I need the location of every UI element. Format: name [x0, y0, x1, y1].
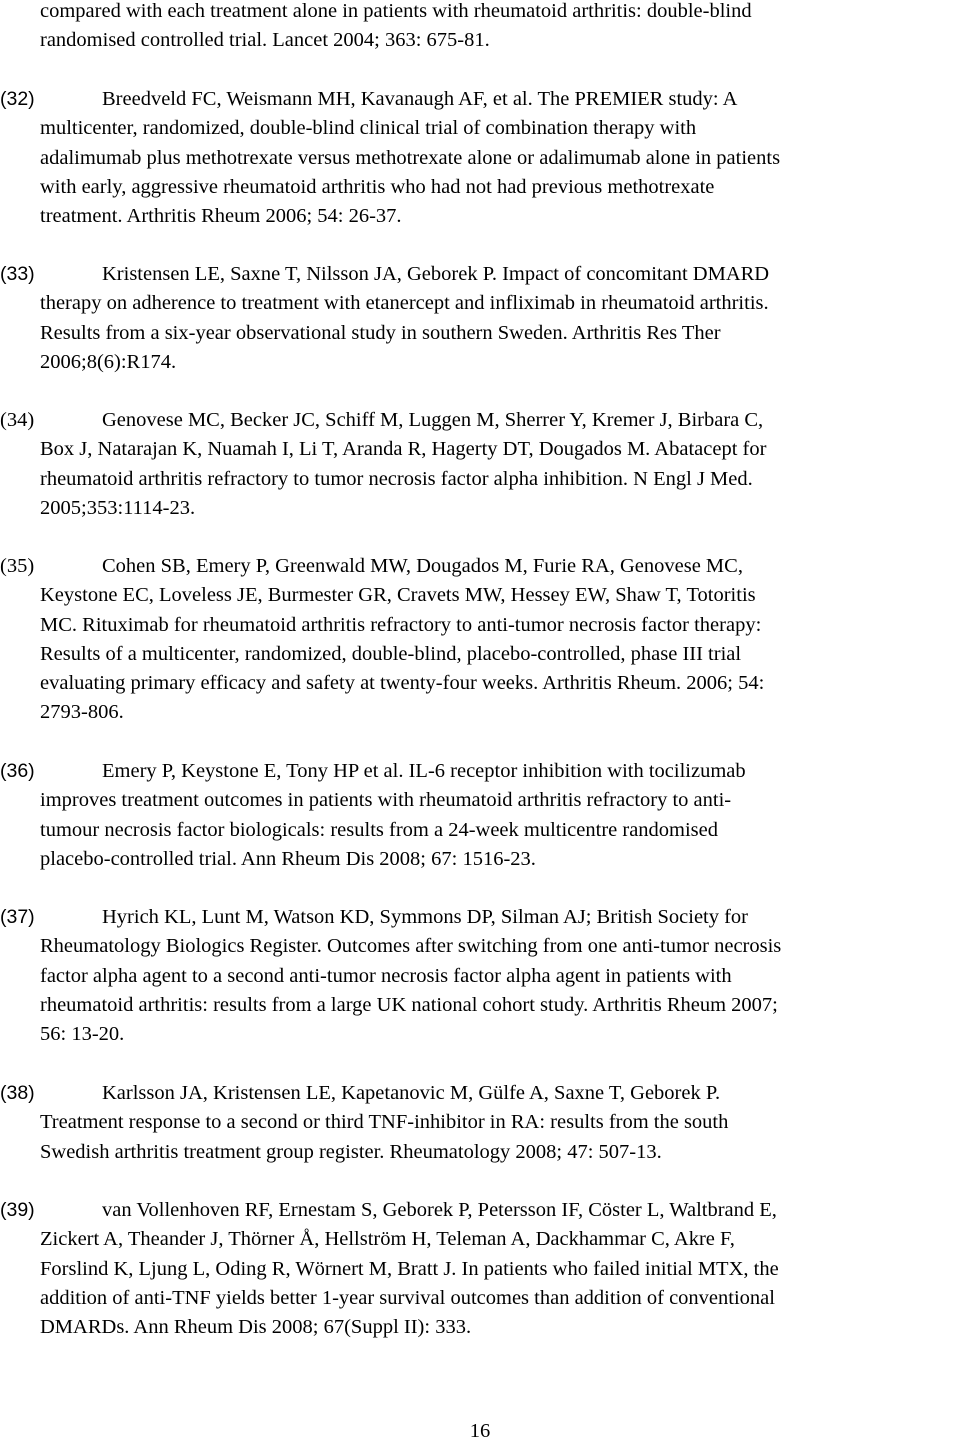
reference-number: (36) — [0, 760, 35, 782]
text-line: DMARDs. Ann Rheum Dis 2008; 67(Suppl II): 333. — [40, 1316, 472, 1339]
text-line: addition of anti-TNF yields better 1-year survival outcomes than addition of conventional — [40, 1286, 775, 1309]
text-line: with early, aggressive rheumatoid arthritis who had not had previous methotrexate — [40, 175, 715, 198]
text-line: Keystone EC, Loveless JE, Burmester GR, Cravets MW, Hessey EW, Shaw T, Totoritis — [40, 584, 756, 607]
reference-authors: Karlsson JA, Kristensen LE, Kapetanovic M, Gülfe A, Saxne T, Geborek P. — [102, 1082, 721, 1104]
text-line: rheumatoid arthritis: results from a large UK national cohort study. Arthritis Rheum 2007; — [40, 993, 778, 1016]
reference-number: (33) — [0, 263, 35, 285]
reference-authors: Emery P, Keystone E, Tony HP et al. IL-6 receptor inhibition with tocilizumab — [102, 760, 746, 782]
page-number: 16 — [469, 1420, 491, 1442]
text-line: Treatment response to a second or third TNF-inhibitor in RA: results from the south — [40, 1111, 729, 1134]
reference-authors: van Vollenhoven RF, Ernestam S, Geborek P, Petersson IF, Cöster L, Waltbrand E, — [102, 1199, 777, 1221]
reference-39 — [0, 1196, 955, 1342]
text-line: 56: 13-20. — [40, 1023, 125, 1046]
text-line: improves treatment outcomes in patients with rheumatoid arthritis refractory to anti- — [40, 789, 732, 812]
text-line: 2005;353:1114-23. — [40, 496, 196, 519]
reference-35 — [0, 552, 955, 728]
reference-34 — [0, 406, 955, 523]
text-line: Box J, Natarajan K, Nuamah I, Li T, Aranda R, Hagerty DT, Dougados M. Abatacept for — [40, 438, 767, 461]
text-line: factor alpha agent to a second anti-tumor necrosis factor alpha agent in patients with — [40, 964, 732, 987]
reference-number: (32) — [0, 88, 35, 110]
reference-authors: Genovese MC, Becker JC, Schiff M, Luggen M, Sherrer Y, Kremer J, Birbara C, — [102, 409, 764, 431]
text-line: 2006;8(6):R174. — [40, 350, 177, 373]
reference-number: (37) — [0, 906, 35, 928]
text-line: treatment. Arthritis Rheum 2006; 54: 26-37. — [40, 205, 402, 228]
reference-number: (34) — [0, 409, 35, 431]
text-line: Results from a six-year observational study in southern Sweden. Arthritis Res Ther — [40, 321, 721, 344]
text-line: therapy on adherence to treatment with etanercept and infliximab in rheumatoid arthritis. — [40, 292, 769, 315]
text-line: Results of a multicenter, randomized, double-blind, placebo-controlled, phase III trial — [40, 642, 742, 665]
reference-37 — [0, 903, 955, 1049]
text-line: Zickert A, Theander J, Thörner Å, Hellström H, Teleman A, Dackhammar C, Akre F, — [40, 1228, 735, 1251]
text-line: rheumatoid arthritis refractory to tumor necrosis factor alpha inhibition. N Engl J Med. — [40, 467, 753, 490]
reference-number: (39) — [0, 1199, 35, 1221]
reference-38 — [0, 1079, 955, 1167]
text-line: Rheumatology Biologics Register. Outcomes after switching from one anti-tumor necrosis — [40, 935, 782, 958]
text-line: tumour necrosis factor biologicals: results from a 24-week multicentre randomised — [40, 818, 719, 841]
text-line: randomised controlled trial. Lancet 2004; 363: 675-81. — [40, 29, 490, 52]
text-line: adalimumab plus methotrexate versus methotrexate alone or adalimumab alone in patients — [40, 146, 781, 169]
reference-authors: Cohen SB, Emery P, Greenwald MW, Dougados M, Furie RA, Genovese MC, — [102, 555, 743, 577]
reference-authors: Kristensen LE, Saxne T, Nilsson JA, Geborek P. Impact of concomitant DMARD — [102, 263, 770, 285]
text-line: multicenter, randomized, double-blind clinical trial of combination therapy with — [40, 117, 697, 140]
reference-33 — [0, 260, 955, 377]
reference-continuation — [40, 0, 955, 56]
reference-32 — [0, 85, 955, 231]
text-line: MC. Rituximab for rheumatoid arthritis refractory to anti-tumor necrosis factor therapy: — [40, 613, 762, 636]
reference-authors: Hyrich KL, Lunt M, Watson KD, Symmons DP, Silman AJ; British Society for — [102, 906, 749, 928]
text-line: evaluating primary efficacy and safety at twenty-four weeks. Arthritis Rheum. 2006; 54: — [40, 672, 765, 695]
text-line: compared with each treatment alone in patients with rheumatoid arthritis: double-blind — [40, 0, 752, 22]
text-line: 2793-806. — [40, 701, 124, 724]
reference-36 — [0, 757, 955, 874]
reference-authors: Breedveld FC, Weismann MH, Kavanaugh AF, et al. The PREMIER study: A — [102, 88, 738, 110]
reference-number: (38) — [0, 1082, 35, 1104]
text-line: placebo-controlled trial. Ann Rheum Dis 2008; 67: 1516-23. — [40, 847, 536, 870]
reference-number: (35) — [0, 555, 35, 577]
text-line: Swedish arthritis treatment group register. Rheumatology 2008; 47: 507-13. — [40, 1140, 662, 1163]
text-line: Forslind K, Ljung L, Oding R, Wörnert M, Bratt J. In patients who failed initial MTX, the — [40, 1257, 779, 1280]
